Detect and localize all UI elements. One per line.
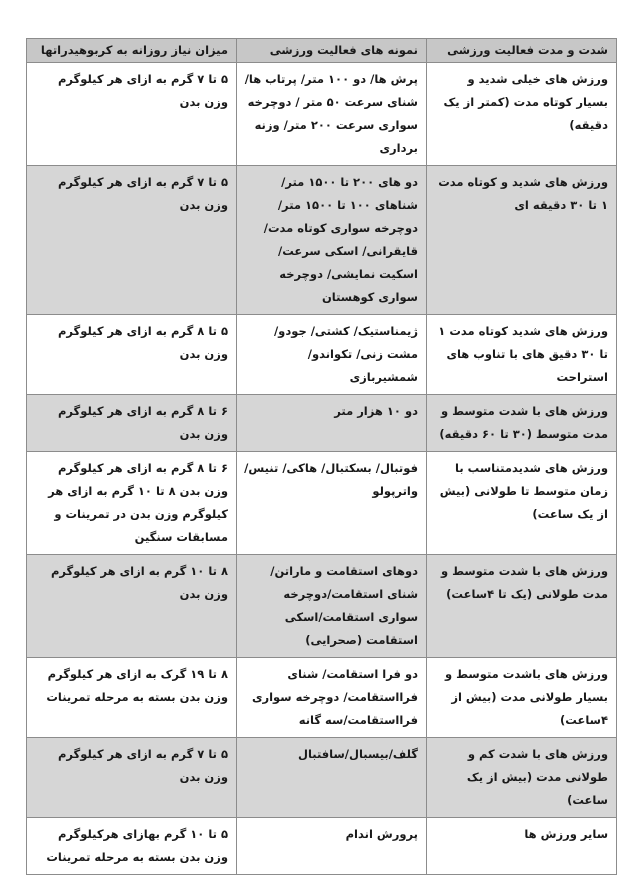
cell-carbs: ۵ تا ۸ گرم به ازای هر کیلوگرم وزن بدن (27, 315, 237, 395)
cell-examples: گلف/بیسبال/سافتبال (237, 738, 427, 818)
cell-examples: دو ۱۰ هزار متر (237, 395, 427, 452)
cell-carbs: ۸ تا ۱۹ گرک به ازای هر کیلوگرم وزن بدن بسته به مرحله تمرینات (27, 658, 237, 738)
cell-examples: فوتبال/ بسکتبال/ هاکی/ تنیس/ واترپولو (237, 452, 427, 555)
cell-carbs: ۵ تا ۷ گرم به ازای هر کیلوگرم وزن بدن (27, 63, 237, 166)
cell-intensity: سایر ورزش ها (427, 818, 617, 875)
cell-examples: دوهای استقامت و ماراتن/شنای استقامت/دوچرخه سواری استقامت/اسکی استقامت (صحرایی) (237, 555, 427, 658)
cell-intensity: ورزش های خیلی شدید و بسیار کوتاه مدت (کمتر از یک دقیقه) (427, 63, 617, 166)
cell-carbs: ۸ تا ۱۰ گرم به ازای هر کیلوگرم وزن بدن (27, 555, 237, 658)
cell-carbs: ۵ تا ۷ گرم به ازای هر کیلوگرم وزن بدن (27, 166, 237, 315)
header-intensity-duration: شدت و مدت فعالیت ورزشی (427, 39, 617, 63)
table-row (27, 818, 617, 875)
cell-examples: دو های ۲۰۰ تا ۱۵۰۰ متر/ شناهای ۱۰۰ تا ۱۵۰۰ متر/ دوچرخه سواری کوتاه مدت/ قایقرانی/ اسکی سرعت/ اسکیت نمایشی/ دوچرخه سواری کوهستان (237, 166, 427, 315)
cell-carbs: ۶ تا ۸ گرم به ازای هر کیلوگرم وزن بدن (27, 395, 237, 452)
table-row (27, 452, 617, 555)
cell-examples: پرش ها/ دو ۱۰۰ متر/ پرتاب ها/ شنای سرعت ۵۰ متر / دوچرخه سواری سرعت ۲۰۰ متر/ وزنه برداری (237, 63, 427, 166)
cell-carbs: ۶ تا ۸ گرم به ازای هر کیلوگرم وزن بدن ۸ تا ۱۰ گرم به ازای هر کیلوگرم وزن بدن در تمرینات و مسابقات سنگین (27, 452, 237, 555)
table-row (27, 63, 617, 166)
cell-intensity: ورزش های شدید کوتاه مدت ۱ تا ۳۰ دقیق های با تناوب های استراحت (427, 315, 617, 395)
cell-intensity: ورزش های شدید و کوتاه مدت ۱ تا ۳۰ دقیقه ای (427, 166, 617, 315)
cell-examples: ژیمناستیک/ کشتی/ جودو/ مشت زنی/ تکواندو/ شمشیربازی (237, 315, 427, 395)
cell-intensity: ورزش های شدیدمتناسب با زمان متوسط تا طولانی (بیش از یک ساعت) (427, 452, 617, 555)
table-row (27, 395, 617, 452)
cell-intensity: ورزش های با شدت کم و طولانی مدت (بیش از یک ساعت) (427, 738, 617, 818)
cell-intensity: ورزش های باشدت متوسط و بسیار طولانی مدت (بیش از ۴ساعت) (427, 658, 617, 738)
table-header-row (27, 39, 617, 63)
table-row (27, 555, 617, 658)
header-activity-examples: نمونه های فعالیت ورزشی (237, 39, 427, 63)
cell-intensity: ورزش های با شدت متوسط و مدت طولانی (یک تا ۴ساعت) (427, 555, 617, 658)
document (26, 38, 616, 875)
cell-intensity: ورزش های با شدت متوسط و مدت متوسط (۳۰ تا ۶۰ دقیقه) (427, 395, 617, 452)
carbohydrate-needs-table (26, 38, 617, 875)
cell-examples: پرورش اندام (237, 818, 427, 875)
cell-carbs: ۵ تا ۱۰ گرم بهازای هرکیلوگرم وزن بدن بسته به مرحله تمرینات (27, 818, 237, 875)
header-daily-carbohydrate: میزان نیاز روزانه به کربوهیدراتها (27, 39, 237, 63)
table-row (27, 166, 617, 315)
cell-carbs: ۵ تا ۷ گرم به ازای هر کیلوگرم وزن بدن (27, 738, 237, 818)
table-row (27, 658, 617, 738)
table-row (27, 738, 617, 818)
table-row (27, 315, 617, 395)
cell-examples: دو فرا استقامت/ شنای فرااستقامت/ دوچرخه سواری فرااستقامت/سه گانه (237, 658, 427, 738)
